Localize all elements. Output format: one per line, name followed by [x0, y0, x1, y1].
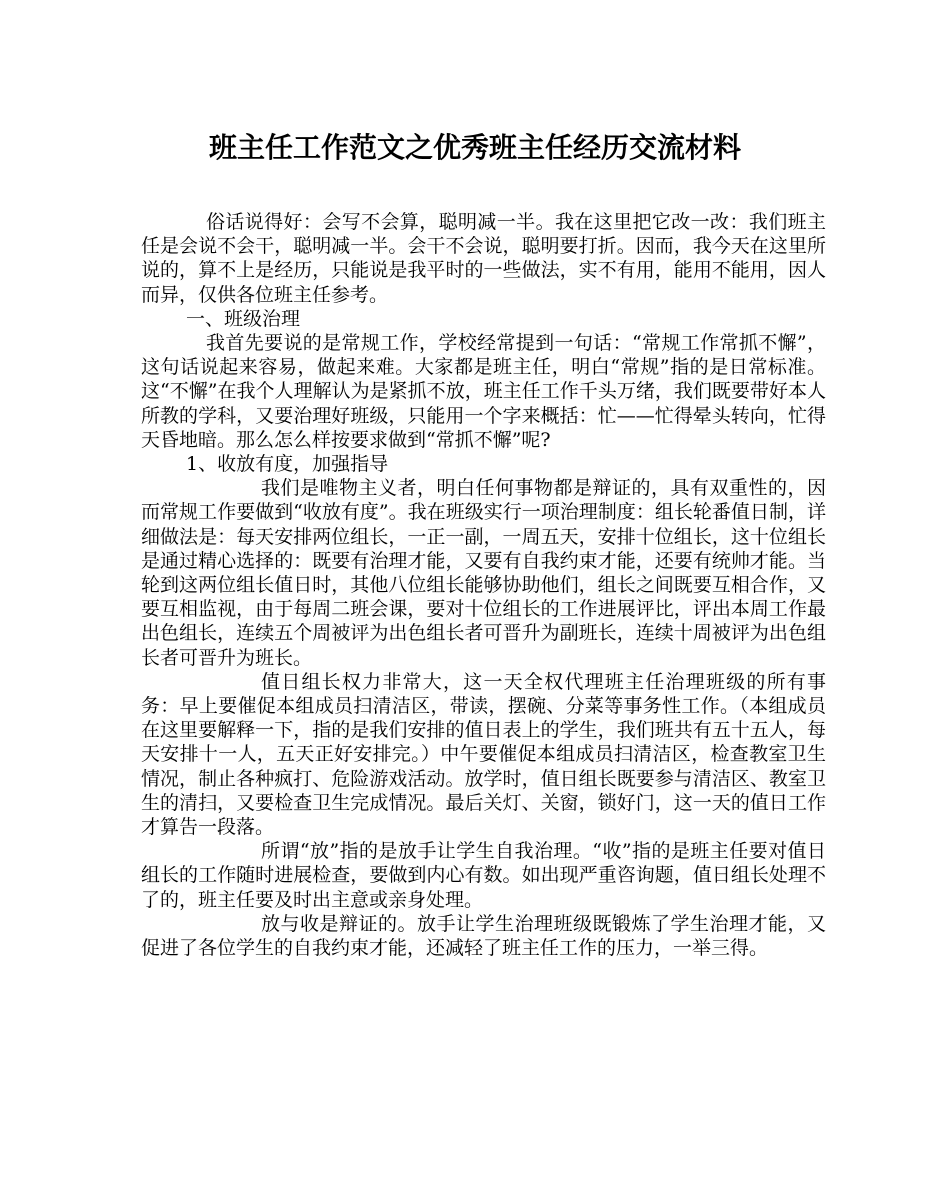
- document-body: [141, 210, 826, 960]
- document-title: 班主任工作范文之优秀班主任经历交流材料: [208, 131, 741, 164]
- paragraph-release-and-control: 所谓“放”指的是放手让学生自我治理。“收”指的是班主任要对值日组长的工作随时进展检查，要做到内心有数。如出现严重咨询题，值日组长处理不了的，班主任要及时出主意或亲身处理。: [141, 840, 826, 911]
- paragraph-duty-leader: 值日组长权力非常大，这一天全权代理班主任治理班级的所有事务：早上要催促本组成员扫清洁区，带读，摆碗、分菜等事务性工作。（本组成员在这里要解释一下，指的是我们安排的值日表上的学生，我们班共有五十五人，每天安排十一人，五天正好安排完。）中午要催促本组成员扫清洁区，检查教室卫生情况，制止各种疯打、危险游戏活动。放学时，值日组长既要参与清洁区、教室卫生的清扫，又要检查卫生完成情况。最后关灯、关窗，锁好门，这一天的值日工作才算告一段落。: [141, 670, 826, 839]
- paragraph-dialectic: 放与收是辩证的。放手让学生治理班级既锻炼了学生治理才能，又促进了各位学生的自我约束才能，还减轻了班主任工作的压力，一举三得。: [141, 912, 826, 960]
- paragraph-routine-work: 我首先要说的是常规工作，学校经常提到一句话：“常规工作常抓不懈”，这句话说起来容易，做起来难。大家都是班主任，明白“常规”指的是日常标准。这“不懈”在我个人理解认为是紧抓不放，班主任工作千头万绪，我们既要带好本人所教的学科，又要治理好班级，只能用一个字来概括：忙——忙得晕头转向，忙得天昏地暗。那么怎么样按要求做到“常抓不懈”呢?: [141, 332, 826, 451]
- paragraph-rotation-system: 我们是唯物主义者，明白任何事物都是辩证的，具有双重性的，因而常规工作要做到“收放有度”。我在班级实行一项治理制度：组长轮番值日制，详细做法是：每天安排两位组长，一正一副，一周五天，安排十位组长，这十位组长是通过精心选择的：既要有治理才能，又要有自我约束才能，还要有统帅才能。当轮到这两位组长值日时，其他八位组长能够协助他们，组长之间既要互相合作，又要互相监视，由于每周二班会课，要对十位组长的工作进展评比，评出本周工作最出色组长，连续五个周被评为出色组长者可晋升为副班长，连续十周被评为出色组长者可晋升为班长。: [141, 477, 826, 669]
- subsection-heading-balance: 1、收放有度，加强指导: [186, 453, 389, 476]
- section-heading-class-management: 一、班级治理: [186, 307, 301, 330]
- paragraph-intro: 俗话说得好：会写不会算，聪明减一半。我在这里把它改一改：我们班主任是会说不会干，聪明减一半。会干不会说，聪明要打折。因而，我今天在这里所说的，算不上是经历，只能说是我平时的一些做法，实不有用，能用不能用，因人而异，仅供各位班主任参考。: [141, 211, 826, 306]
